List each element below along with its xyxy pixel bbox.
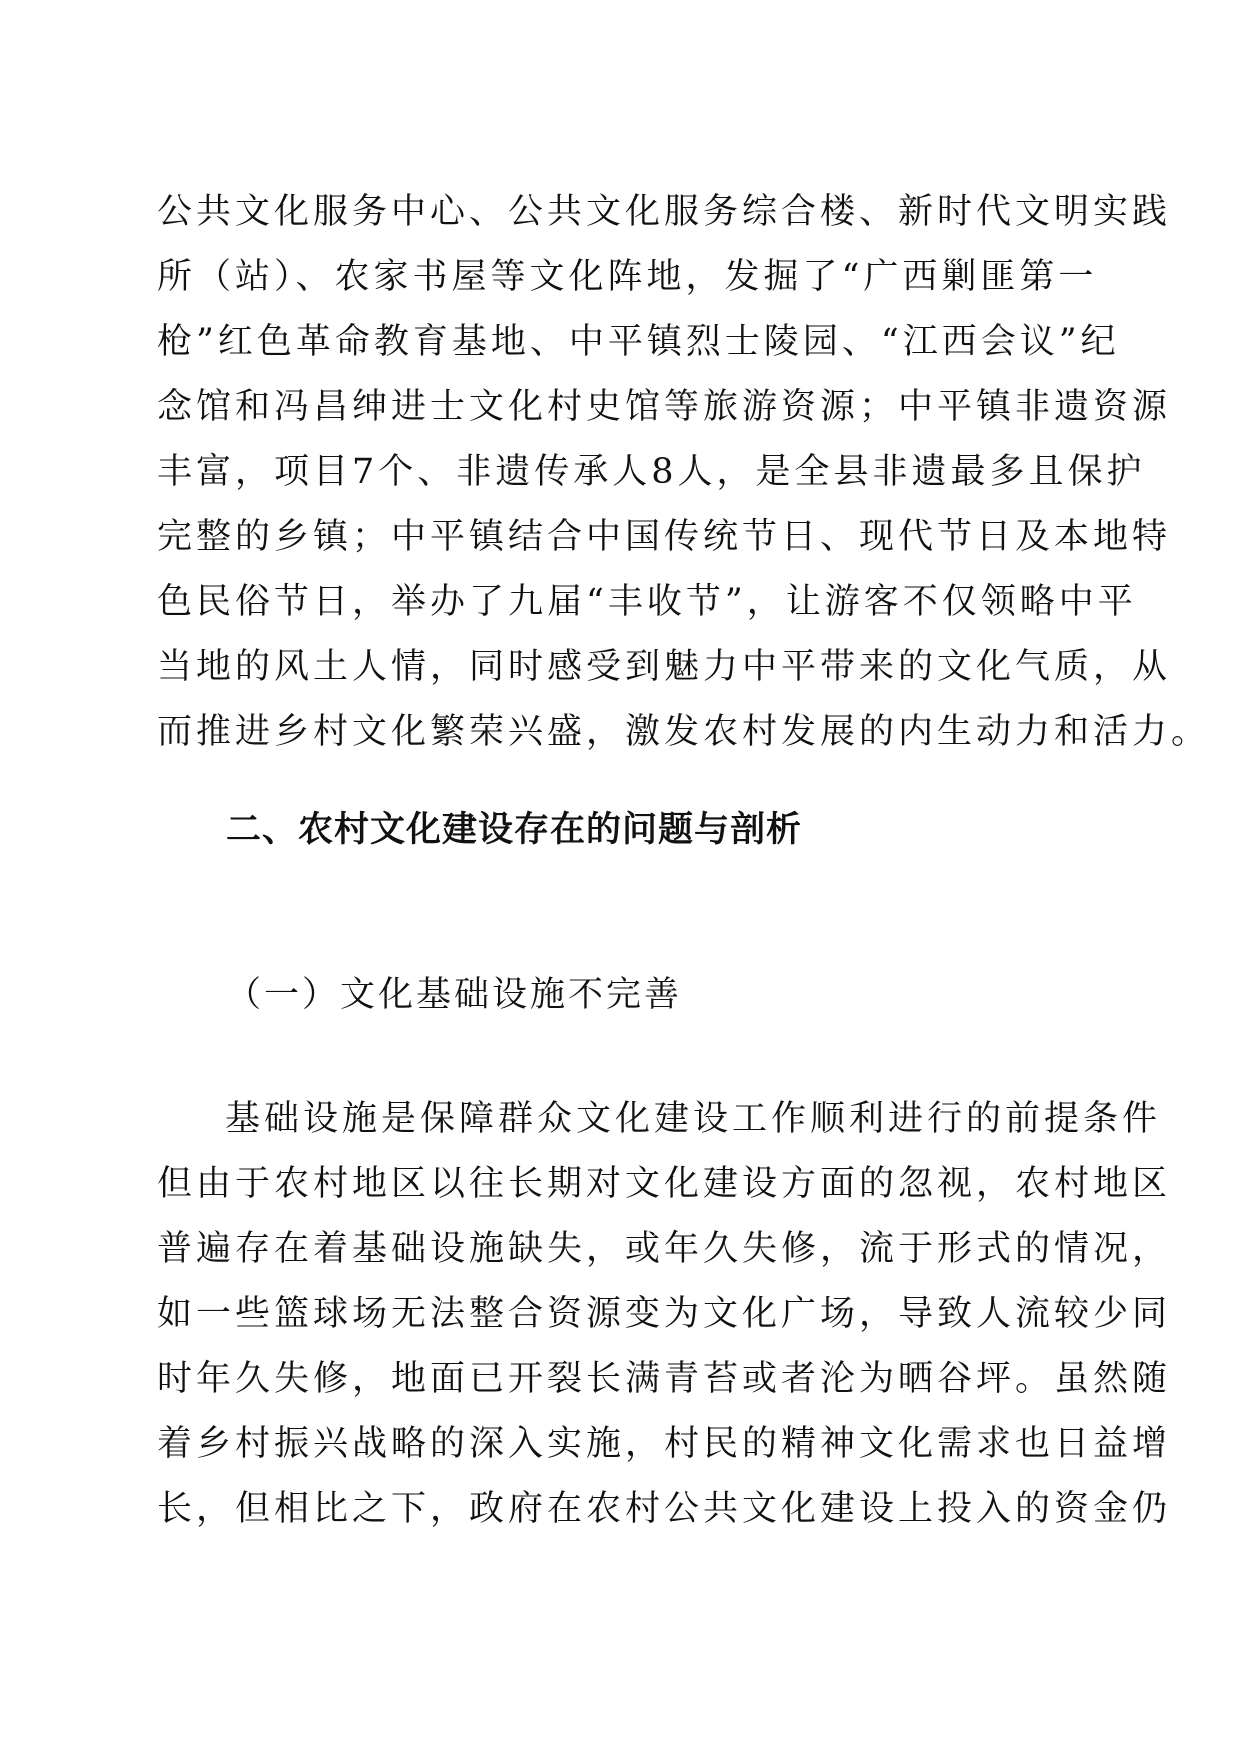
paragraph-line: 当地的风土人情，同时感受到魅力中平带来的文化气质，从 — [157, 647, 1172, 687]
paragraph-cultural-resources — [157, 180, 1211, 765]
section-heading: 二、农村文化建设存在的问题与剖析 — [226, 810, 803, 850]
paragraph-line: 着乡村振兴战略的深入实施，村民的精神文化需求也日益增 — [157, 1424, 1172, 1464]
paragraph-line: 长，但相比之下，政府在农村公共文化建设上投入的资金仍 — [157, 1489, 1172, 1529]
paragraph-line: 色民俗节日，举办了九届“丰收节”，让游客不仅领略中平 — [157, 582, 1137, 622]
paragraph-line: 所（站）、农家书屋等文化阵地，发掘了“广西剿匪第一 — [157, 257, 1098, 297]
paragraph-infrastructure — [157, 1087, 1172, 1542]
subsection-heading: （一）文化基础设施不完善 — [226, 975, 683, 1015]
paragraph-line: 普遍存在着基础设施缺失，或年久失修，流于形式的情况， — [157, 1229, 1172, 1269]
paragraph-line: 时年久失修，地面已开裂长满青苔或者沦为晒谷坪。虽然随 — [157, 1359, 1172, 1399]
paragraph-line: 如一些篮球场无法整合资源变为文化广场，导致人流较少同 — [157, 1294, 1172, 1334]
paragraph-line: 枪”红色革命教育基地、中平镇烈士陵园、“江西会议”纪 — [157, 322, 1120, 362]
paragraph-line: 但由于农村地区以往长期对文化建设方面的忽视，农村地区 — [157, 1164, 1172, 1204]
paragraph-line: 完整的乡镇；中平镇结合中国传统节日、现代节日及本地特 — [157, 517, 1172, 557]
paragraph-line-first: 基础设施是保障群众文化建设工作顺利进行的前提条件 — [225, 1099, 1162, 1139]
paragraph-line: 而推进乡村文化繁荣兴盛，激发农村发展的内生动力和活力。 — [157, 712, 1211, 752]
paragraph-line: 公共文化服务中心、公共文化服务综合楼、新时代文明实践 — [157, 192, 1172, 232]
paragraph-line: 丰富，项目7个、非遗传承人8人，是全县非遗最多且保护 — [157, 452, 1146, 492]
paragraph-line: 念馆和冯昌绅进士文化村史馆等旅游资源；中平镇非遗资源 — [157, 387, 1172, 427]
